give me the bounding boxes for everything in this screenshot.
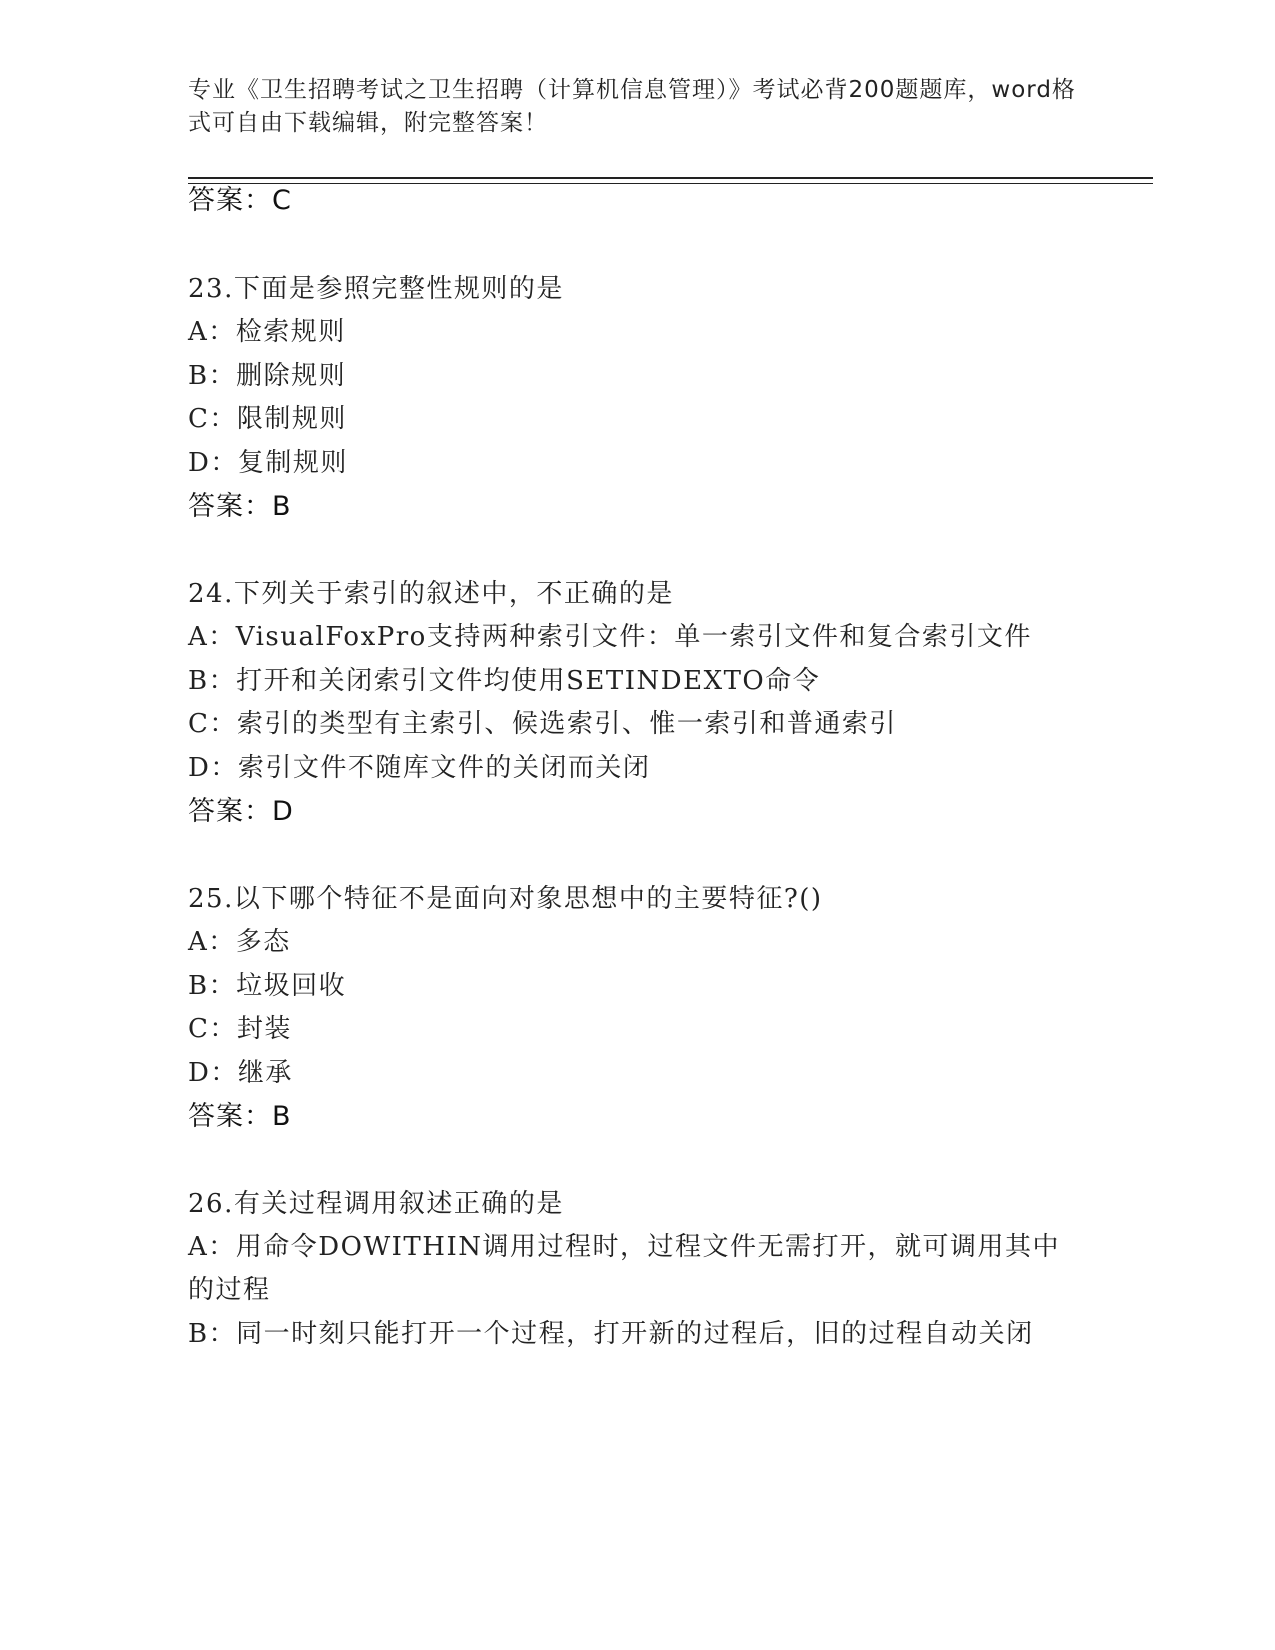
answer-q22: 答案：C	[188, 185, 292, 216]
document-header: 专业《卫生招聘考试之卫生招聘（计算机信息管理）》考试必背200题题库，word格式可自由下载编辑，附完整答案！	[188, 77, 1076, 136]
question-26-stem: 26.有关过程调用叙述正确的是	[188, 1189, 564, 1219]
question-23-option-c: C：限制规则	[188, 404, 347, 434]
question-24-option-d: D：索引文件不随库文件的关闭而关闭	[188, 753, 651, 783]
question-25-option-a: A：多态	[188, 927, 291, 957]
answer-q23: 答案：B	[188, 491, 292, 522]
answer-q24: 答案：D	[188, 796, 294, 827]
header-divider-thick	[188, 177, 1153, 179]
question-25-stem: 25.以下哪个特征不是面向对象思想中的主要特征?()	[188, 884, 823, 914]
question-24-stem: 24.下列关于索引的叙述中，不正确的是	[188, 579, 674, 609]
question-25-option-c: C：封装	[188, 1014, 292, 1044]
question-24-option-b: B：打开和关闭索引文件均使用SETINDEXTO命令	[188, 666, 821, 696]
header-divider-thin	[188, 183, 1153, 184]
question-26-option-a-continued: 的过程	[188, 1275, 271, 1305]
question-26-option-b: B：同一时刻只能打开一个过程，打开新的过程后，旧的过程自动关闭	[188, 1319, 1034, 1349]
answer-q25: 答案：B	[188, 1101, 292, 1132]
question-26-option-a: A：用命令DOWITHIN调用过程时，过程文件无需打开，就可调用其中	[188, 1232, 1060, 1262]
question-25-option-d: D：继承	[188, 1058, 293, 1088]
question-23-option-b: B：删除规则	[188, 361, 347, 391]
question-23-option-d: D：复制规则	[188, 448, 348, 478]
question-24-option-c: C：索引的类型有主索引、候选索引、惟一索引和普通索引	[188, 709, 897, 739]
question-25-option-b: B：垃圾回收	[188, 971, 347, 1001]
question-23-stem: 23.下面是参照完整性规则的是	[188, 274, 564, 304]
question-23-option-a: A：检索规则	[188, 317, 346, 347]
question-24-option-a: A：VisualFoxPro支持两种索引文件：单一索引文件和复合索引文件	[188, 622, 1032, 652]
